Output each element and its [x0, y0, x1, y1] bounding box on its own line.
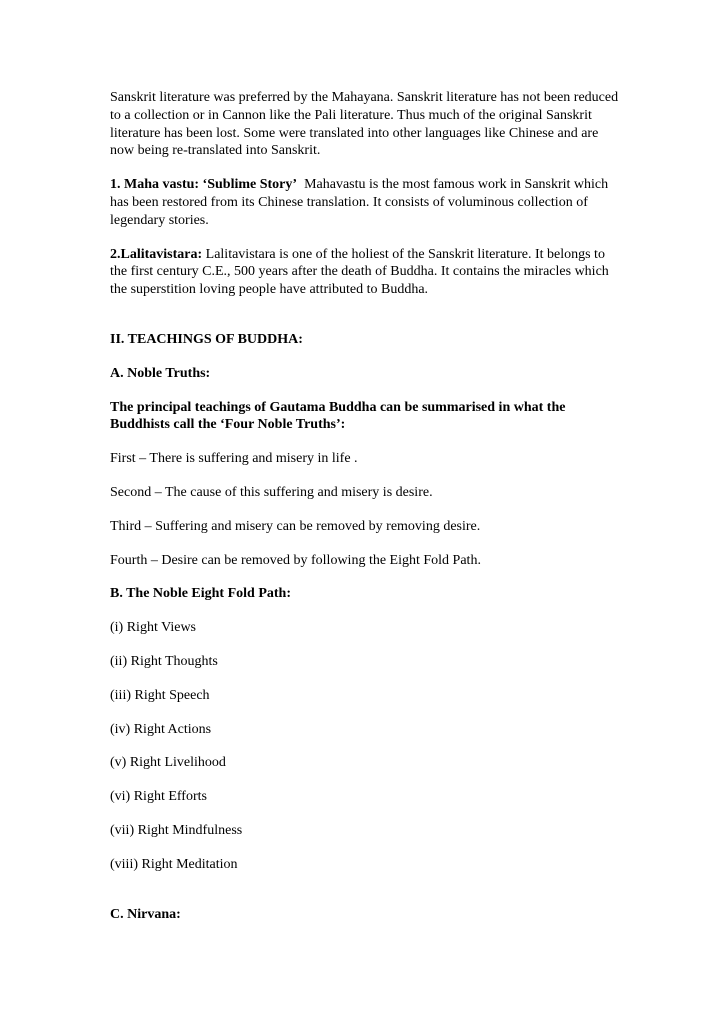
eightfold-item-7: (vii) Right Mindfulness [110, 822, 243, 838]
nirvana-heading: C. Nirvana: [110, 906, 181, 922]
truth-2: Second – The cause of this suffering and misery is desire. [110, 484, 433, 500]
lalitavistara-title: 2.Lalitavistara: [110, 246, 203, 262]
maha-vastu-text: Mahavastu is the most famous work in Sanskrit which has been restored from its Chinese translation. It consists of voluminous collection of legendary stories. [110, 177, 609, 228]
eightfold-item-1: (i) Right Views [110, 620, 197, 636]
document-page [110, 89, 625, 939]
maha-vastu-title: 1. Maha vastu: ‘Sublime Story’ [110, 177, 298, 193]
truth-3: Third – Suffering and misery can be removed by removing desire. [110, 518, 481, 534]
eightfold-item-3: (iii) Right Speech [110, 687, 210, 703]
section-ii-heading: II. TEACHINGS OF BUDDHA: [110, 331, 303, 347]
eightfold-item-8: (viii) Right Meditation [110, 856, 238, 872]
noble-truths-heading: A. Noble Truths: [110, 365, 211, 381]
eightfold-item-5: (v) Right Livelihood [110, 755, 226, 771]
lalitavistara-paragraph [110, 246, 625, 299]
eightfold-item-4: (iv) Right Actions [110, 721, 212, 737]
truth-1: First – There is suffering and misery in life . [110, 451, 358, 467]
maha-vastu-paragraph [110, 176, 625, 229]
noble-truths-intro: The principal teachings of Gautama Buddha can be summarised in what the Buddhists call the ‘Four Noble Truths’: [110, 399, 566, 433]
eightfold-heading: B. The Noble Eight Fold Path: [110, 586, 291, 602]
eightfold-item-6: (vi) Right Efforts [110, 789, 207, 805]
lalitavistara-text: Lalitavistara is one of the holiest of the Sanskrit literature. It belongs to the first century C.E., 500 years after the death of Buddha. It contains the miracles which the superstition loving people have attributed to Buddha. [110, 246, 609, 298]
intro-paragraph: Sanskrit literature was preferred by the Mahayana. Sanskrit literature has not been reduced to a collection or in Cannon like the Pali literature. Thus much of the original Sanskrit literature has been lost. Some were translated into other languages like Chinese and are now being re-translated into Sanskrit. [110, 90, 619, 159]
eightfold-item-2: (ii) Right Thoughts [110, 653, 218, 669]
truth-4: Fourth – Desire can be removed by following the Eight Fold Path. [110, 552, 481, 568]
